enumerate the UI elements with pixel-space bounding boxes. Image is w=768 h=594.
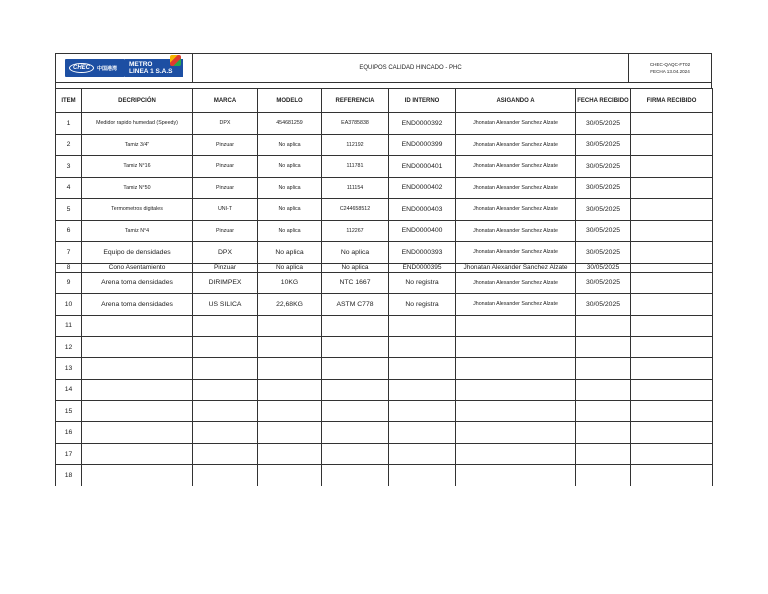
cell-empty [456, 401, 576, 422]
cell-asignado: Jhonatan Alexander Sanchez Alzate [456, 294, 576, 316]
table-row-empty [56, 465, 713, 486]
cell-empty [193, 379, 258, 400]
cell-modelo: No aplica [258, 242, 322, 264]
table-row [56, 113, 713, 135]
cell-descripcion: Tamiz 3/4" [82, 134, 193, 156]
document-code: CHEC-QAQC-FT02 [649, 62, 691, 67]
cell-item: 17 [56, 443, 82, 464]
table-row-empty [56, 336, 713, 357]
cell-empty [631, 336, 713, 357]
cell-empty [631, 401, 713, 422]
cell-fecha: 30/05/2025 [576, 220, 631, 242]
metro-logo-line1: METRO [129, 61, 153, 68]
cell-item: 6 [56, 220, 82, 242]
cell-empty [193, 401, 258, 422]
document-code-cell [629, 54, 711, 82]
cell-empty [576, 315, 631, 336]
table-row-empty [56, 443, 713, 464]
cell-descripcion: Equipo de densidades [82, 242, 193, 264]
cell-referencia: EA3785838 [322, 113, 389, 135]
logo-cell [56, 54, 193, 82]
cell-empty [631, 358, 713, 379]
cell-empty [193, 443, 258, 464]
cell-empty [322, 443, 389, 464]
cell-empty [576, 358, 631, 379]
document-header [55, 53, 712, 83]
cell-empty [258, 422, 322, 443]
cell-empty [576, 443, 631, 464]
cell-id-interno: END0000400 [389, 220, 456, 242]
cell-id-interno: No registra [389, 272, 456, 294]
cell-empty [82, 465, 193, 486]
col-header-id-interno: ID INTERNO [389, 89, 456, 113]
cell-item: 5 [56, 199, 82, 221]
cell-empty [82, 315, 193, 336]
cell-empty [82, 336, 193, 357]
cell-empty [82, 379, 193, 400]
cell-descripcion: Termometros digitales [82, 199, 193, 221]
cell-asignado: Jhonatan Alexander Sanchez Alzate [456, 113, 576, 135]
cell-marca: Pinzuar [193, 177, 258, 199]
cell-fecha: 30/05/2025 [576, 177, 631, 199]
cell-id-interno: No registra [389, 294, 456, 316]
cell-item: 18 [56, 465, 82, 486]
cell-empty [456, 358, 576, 379]
cell-fecha: 30/05/2025 [576, 199, 631, 221]
col-header-modelo: MODELO [258, 89, 322, 113]
cell-empty [456, 465, 576, 486]
cell-empty [82, 422, 193, 443]
col-header-firma: FIRMA RECIBIDO [631, 89, 713, 113]
cell-fecha: 30/05/2025 [576, 242, 631, 264]
cell-empty [193, 465, 258, 486]
table-row [56, 263, 713, 272]
col-header-item: ITEM [56, 89, 82, 113]
cell-descripcion: Cono Asentamiento [82, 263, 193, 272]
cell-referencia: NTC 1667 [322, 272, 389, 294]
cell-empty [389, 401, 456, 422]
chec-logo-text: CHEC [69, 63, 94, 73]
cell-firma [631, 220, 713, 242]
cell-referencia: 112192 [322, 134, 389, 156]
cell-empty [322, 465, 389, 486]
col-header-marca: MARCA [193, 89, 258, 113]
metro-logo [125, 59, 183, 77]
cell-item: 11 [56, 315, 82, 336]
cell-asignado: Jhonatan Alexander Sanchez Alzate [456, 263, 576, 272]
cell-modelo: No aplica [258, 220, 322, 242]
equipment-sheet [55, 53, 712, 486]
cell-empty [82, 443, 193, 464]
cell-marca: DPX [193, 242, 258, 264]
metro-badge-icon [170, 55, 181, 66]
cell-marca: Pinzuar [193, 134, 258, 156]
cell-empty [322, 379, 389, 400]
cell-empty [193, 358, 258, 379]
cell-modelo: No aplica [258, 156, 322, 178]
cell-marca: US SILICA [193, 294, 258, 316]
cell-id-interno: END0000393 [389, 242, 456, 264]
cell-firma [631, 294, 713, 316]
cell-fecha: 30/05/2025 [576, 113, 631, 135]
cell-descripcion: Tamiz N°16 [82, 156, 193, 178]
cell-modelo: 22,68KG [258, 294, 322, 316]
cell-empty [576, 379, 631, 400]
cell-referencia: No aplica [322, 242, 389, 264]
table-row-empty [56, 358, 713, 379]
cell-item: 15 [56, 401, 82, 422]
cell-item: 14 [56, 379, 82, 400]
cell-empty [389, 358, 456, 379]
cell-empty [456, 443, 576, 464]
cell-marca: UNI-T [193, 199, 258, 221]
equipment-table [55, 88, 713, 486]
cell-empty [258, 315, 322, 336]
cell-empty [82, 358, 193, 379]
cell-firma [631, 263, 713, 272]
col-header-asignado: ASIGANDO A [456, 89, 576, 113]
cell-firma [631, 156, 713, 178]
chec-logo [65, 59, 125, 77]
cell-referencia: 111154 [322, 177, 389, 199]
table-row [56, 294, 713, 316]
cell-referencia: 111781 [322, 156, 389, 178]
cell-empty [193, 422, 258, 443]
table-row [56, 199, 713, 221]
cell-firma [631, 177, 713, 199]
company-logo [65, 57, 183, 79]
cell-firma [631, 272, 713, 294]
table-row [56, 134, 713, 156]
cell-modelo: No aplica [258, 177, 322, 199]
cell-descripcion: Medidor rapido humedad (Speedy) [82, 113, 193, 135]
cell-firma [631, 134, 713, 156]
cell-empty [258, 401, 322, 422]
col-header-fecha: FECHA RECIBIDO [576, 89, 631, 113]
cell-referencia: No aplica [322, 263, 389, 272]
cell-firma [631, 242, 713, 264]
cell-empty [631, 422, 713, 443]
cell-empty [456, 336, 576, 357]
col-header-referencia: REFERENCIA [322, 89, 389, 113]
cell-empty [258, 358, 322, 379]
cell-empty [631, 465, 713, 486]
cell-empty [456, 379, 576, 400]
cell-firma [631, 113, 713, 135]
cell-asignado: Jhonatan Alexander Sanchez Alzate [456, 134, 576, 156]
cell-id-interno: END0000401 [389, 156, 456, 178]
table-body [56, 113, 713, 487]
cell-empty [258, 443, 322, 464]
cell-marca: Pinzuar [193, 156, 258, 178]
cell-descripcion: Arena toma densidades [82, 272, 193, 294]
table-row-empty [56, 315, 713, 336]
cell-empty [389, 379, 456, 400]
table-row [56, 177, 713, 199]
cell-modelo: No aplica [258, 134, 322, 156]
cell-empty [322, 336, 389, 357]
cell-empty [322, 422, 389, 443]
document-title: EQUIPOS CALIDAD HINCADO - PHC [193, 54, 629, 82]
cell-empty [322, 401, 389, 422]
cell-id-interno: END0000392 [389, 113, 456, 135]
cell-empty [193, 336, 258, 357]
table-row [56, 156, 713, 178]
col-header-descripcion: DECRIPCIÓN [82, 89, 193, 113]
cell-empty [576, 336, 631, 357]
cell-item: 1 [56, 113, 82, 135]
cell-asignado: Jhonatan Alexander Sanchez Alzate [456, 242, 576, 264]
cell-empty [389, 315, 456, 336]
cell-empty [456, 422, 576, 443]
cell-empty [322, 358, 389, 379]
cell-empty [82, 401, 193, 422]
table-header-row [56, 89, 713, 113]
table-row [56, 242, 713, 264]
cell-asignado: Jhonatan Alexander Sanchez Alzate [456, 220, 576, 242]
cell-id-interno: END0000403 [389, 199, 456, 221]
table-row-empty [56, 401, 713, 422]
cell-referencia: ASTM C778 [322, 294, 389, 316]
cell-modelo: No aplica [258, 263, 322, 272]
cell-asignado: Jhonatan Alexander Sanchez Alzate [456, 177, 576, 199]
document-date: FECHA 13.04.2024 [650, 69, 690, 74]
cell-empty [389, 336, 456, 357]
cell-item: 2 [56, 134, 82, 156]
cell-empty [258, 336, 322, 357]
cell-firma [631, 199, 713, 221]
cell-referencia: C244658512 [322, 199, 389, 221]
cell-asignado: Jhonatan Alexander Sanchez Alzate [456, 199, 576, 221]
cell-asignado: Jhonatan Alexander Sanchez Alzate [456, 272, 576, 294]
cell-descripcion: Arena toma densidades [82, 294, 193, 316]
cell-item: 9 [56, 272, 82, 294]
cell-empty [456, 315, 576, 336]
cell-empty [576, 401, 631, 422]
cell-descripcion: Tamiz N°4 [82, 220, 193, 242]
cell-modelo: 454681259 [258, 113, 322, 135]
table-row [56, 220, 713, 242]
metro-logo-line2: LINEA 1 S.A.S [129, 68, 173, 75]
cell-item: 16 [56, 422, 82, 443]
cell-item: 12 [56, 336, 82, 357]
cell-item: 13 [56, 358, 82, 379]
cell-item: 4 [56, 177, 82, 199]
cell-empty [389, 465, 456, 486]
chec-logo-cn: 中国港湾 [97, 65, 118, 72]
cell-id-interno: END0000402 [389, 177, 456, 199]
cell-empty [258, 465, 322, 486]
cell-item: 10 [56, 294, 82, 316]
cell-empty [389, 422, 456, 443]
cell-marca: Pinzuar [193, 263, 258, 272]
cell-empty [389, 443, 456, 464]
table-row-empty [56, 422, 713, 443]
cell-empty [576, 465, 631, 486]
cell-empty [631, 443, 713, 464]
cell-asignado: Jhonatan Alexander Sanchez Alzate [456, 156, 576, 178]
cell-modelo: No aplica [258, 199, 322, 221]
cell-empty [631, 315, 713, 336]
cell-empty [193, 315, 258, 336]
cell-fecha: 30/05/2025 [576, 272, 631, 294]
cell-fecha: 30/05/2025 [576, 263, 631, 272]
cell-id-interno: END0000395 [389, 263, 456, 272]
cell-empty [576, 422, 631, 443]
cell-fecha: 30/05/2025 [576, 294, 631, 316]
cell-empty [258, 379, 322, 400]
cell-referencia: 112267 [322, 220, 389, 242]
cell-item: 7 [56, 242, 82, 264]
table-row [56, 272, 713, 294]
cell-modelo: 10KG [258, 272, 322, 294]
cell-item: 8 [56, 263, 82, 272]
table-row-empty [56, 379, 713, 400]
cell-marca: Pinzuar [193, 220, 258, 242]
cell-item: 3 [56, 156, 82, 178]
cell-id-interno: END0000399 [389, 134, 456, 156]
cell-empty [631, 379, 713, 400]
cell-marca: DPX [193, 113, 258, 135]
cell-marca: DIRIMPEX [193, 272, 258, 294]
cell-descripcion: Tamiz N°50 [82, 177, 193, 199]
cell-empty [322, 315, 389, 336]
cell-fecha: 30/05/2025 [576, 134, 631, 156]
cell-fecha: 30/05/2025 [576, 156, 631, 178]
